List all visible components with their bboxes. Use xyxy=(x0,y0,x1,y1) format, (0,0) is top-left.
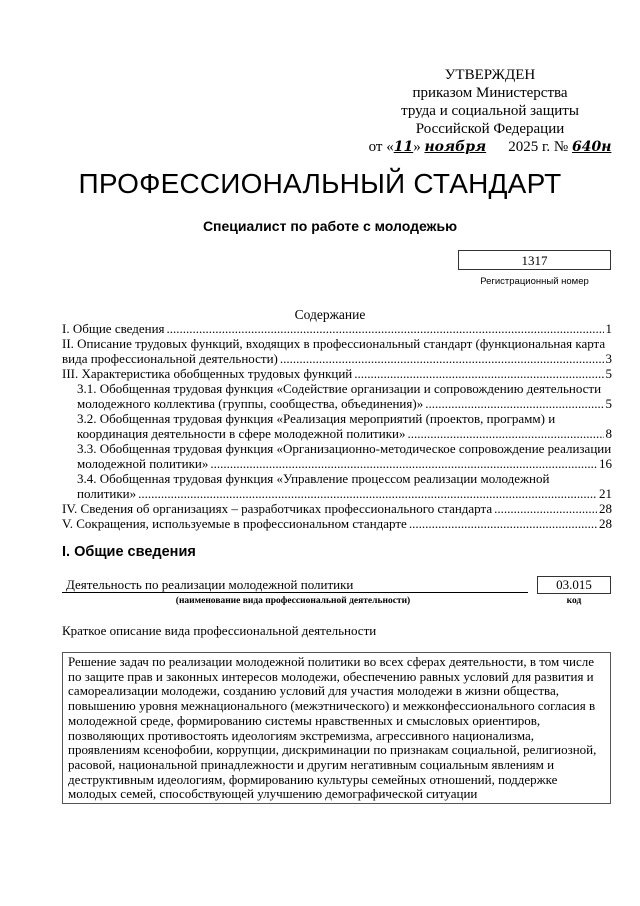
toc-line[interactable] xyxy=(62,366,612,381)
toc-text: 3.1. Обобщенная трудовая функция «Содействие организации и сопровождению деятельности xyxy=(77,381,602,396)
toc-leader xyxy=(138,486,597,501)
description-line: самореализации молодежи, созданию условий для участия молодежи в жизни общества, xyxy=(68,683,559,699)
toc-leader xyxy=(280,351,604,366)
toc-page: 5 xyxy=(605,396,612,411)
date-year: 2025 г. № xyxy=(508,139,569,155)
toc-page: 28 xyxy=(599,516,612,531)
description-line: проявлениям ксенофобии, коррупции, дискриминации по признакам социальной, религиозной, xyxy=(68,742,597,758)
registration-number: 1317 xyxy=(458,250,611,270)
toc-leader xyxy=(425,396,603,411)
approval-line: Российской Федерации xyxy=(415,121,565,137)
date-day: 11 xyxy=(393,139,414,155)
toc-text: IV. Сведения об организациях – разработчиках профессионального стандарта xyxy=(62,501,493,516)
description-line: по защите прав и законных интересов молодежи, обеспечению равных условий для развития и xyxy=(68,668,594,684)
toc-page: 16 xyxy=(599,456,612,471)
toc-text: 3.4. Обобщенная трудовая функция «Управление процессом реализации молодежной xyxy=(77,471,550,486)
brief-description-label: Краткое описание вида профессиональной деятельности xyxy=(62,623,377,638)
toc-text: V. Сокращения, используемые в профессиональном стандарте xyxy=(62,516,407,531)
description-line: позволяющих противостоять идеологиям экстремизма, агрессивного национализма, xyxy=(68,727,535,743)
date-mid: » xyxy=(413,139,421,155)
approval-line: приказом Министерства xyxy=(412,85,568,101)
date-prefix: от « xyxy=(368,139,394,155)
toc-page: 5 xyxy=(605,366,612,381)
toc-text: 3.3. Обобщенная трудовая функция «Организационно-методическое сопровождение реализации xyxy=(77,441,612,456)
toc-leader xyxy=(409,516,597,531)
toc-line[interactable] xyxy=(62,396,612,411)
document-subtitle: Специалист по работе с молодежью xyxy=(202,218,458,234)
table-of-contents xyxy=(62,321,612,531)
toc-text: 3.2. Обобщенная трудовая функция «Реализация мероприятий (проектов, программ) и xyxy=(77,411,556,426)
toc-page: 8 xyxy=(605,426,612,441)
toc-leader xyxy=(407,426,603,441)
toc-text: молодежной политики» xyxy=(77,456,209,471)
toc-leader xyxy=(167,321,604,336)
activity-name: Деятельность по реализации молодежной политики xyxy=(62,578,528,593)
toc-text: политики» xyxy=(77,486,137,501)
registration-label: Регистрационный номер xyxy=(480,276,589,287)
toc-line xyxy=(62,441,612,456)
description-line: повышению уровня межнационального (межэтнического) и межконфессионального согласия в xyxy=(68,698,596,714)
approval-block xyxy=(350,66,630,156)
approval-line: труда и социальной защиты xyxy=(401,103,579,119)
toc-text: III. Характеристика обобщенных трудовых функций xyxy=(62,366,353,381)
description-line: Решение задач по реализации молодежной политики во всех сферах деятельности, в том числе xyxy=(68,654,595,669)
approval-heading: УТВЕРЖДЕН xyxy=(444,67,536,83)
toc-leader xyxy=(210,456,597,471)
description-box xyxy=(62,652,611,804)
activity-code: 03.015 xyxy=(537,576,611,594)
toc-line[interactable] xyxy=(62,501,612,516)
toc-line[interactable] xyxy=(62,426,612,441)
description-line: расовой, национальной принадлежности и другим негативным социальным явлениям и xyxy=(68,756,555,772)
toc-line[interactable] xyxy=(62,486,612,501)
order-number: 640н xyxy=(571,139,612,155)
activity-caption: (наименование вида профессиональной деятельности) xyxy=(175,596,411,606)
toc-line[interactable] xyxy=(62,456,612,471)
toc-line xyxy=(62,471,612,486)
description-line: деструктивным идеологиям, формированию культуры семейных отношений, поддержке xyxy=(68,771,558,787)
toc-text: I. Общие сведения xyxy=(62,321,165,336)
description-line: молодежной среде, формированию системы нравственных и смысловых ориентиров, xyxy=(68,712,541,728)
toc-page: 28 xyxy=(599,501,612,516)
approval-date xyxy=(350,138,630,156)
toc-text: молодежного коллектива (группы, сообщества, объединения)» xyxy=(77,396,424,411)
toc-line xyxy=(62,336,612,351)
toc-line xyxy=(62,411,612,426)
toc-text: координация деятельности в сфере молодежной политики» xyxy=(77,426,406,441)
section-heading: I. Общие сведения xyxy=(62,544,196,560)
toc-leader xyxy=(494,501,597,516)
toc-page: 21 xyxy=(599,486,612,501)
toc-page: 1 xyxy=(605,321,612,336)
description-line: молодых семей, способствующей улучшению демографической ситуации xyxy=(68,786,478,802)
toc-leader xyxy=(354,366,603,381)
toc-page: 3 xyxy=(605,351,612,366)
toc-line xyxy=(62,381,612,396)
toc-text: вида профессиональной деятельности) xyxy=(62,351,278,366)
toc-title: Содержание xyxy=(294,307,366,322)
toc-line[interactable] xyxy=(62,516,612,531)
toc-line[interactable] xyxy=(62,351,612,366)
toc-line[interactable] xyxy=(62,321,612,336)
toc-text: II. Описание трудовых функций, входящих в профессиональный стандарт (функциональная карта xyxy=(62,336,606,351)
code-caption: код xyxy=(566,596,582,606)
date-month: ноября xyxy=(424,139,487,155)
document-title: ПРОФЕССИОНАЛЬНЫЙ СТАНДАРТ xyxy=(78,168,562,199)
